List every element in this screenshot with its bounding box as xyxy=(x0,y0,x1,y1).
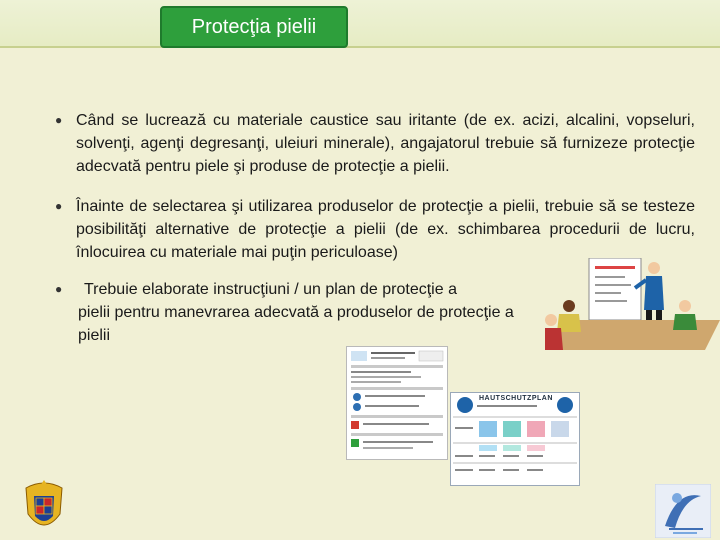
skin-protection-plan-document xyxy=(450,392,580,486)
bullet-dot: ● xyxy=(55,282,63,296)
page-title: Protecţia pielii xyxy=(160,6,348,48)
bullet-item-1 xyxy=(55,109,695,178)
bullet-dot: ● xyxy=(55,113,63,127)
bullet-text-3-line-1: Trebuie elaborate instrucţiuni / un plan de protecţie a xyxy=(84,281,457,298)
presentation-meeting-illustration xyxy=(545,258,720,350)
bullet-text-1: Când se lucrează cu materiale caustice sau iritante (de ex. acizi, alcalini, vopseluri, solvenţi, agenţi degresanţi, uleiuri minerale), angajatorul trebuie să furnizeze protecţie adecvată pentru piele şi produse de protecţie a pielii. xyxy=(76,112,695,175)
romanian-coat-of-arms xyxy=(22,478,66,538)
plan-title: HAUTSCHUTZPLAN xyxy=(479,395,553,402)
bullet-item-3 xyxy=(55,278,515,347)
header-band xyxy=(0,0,720,48)
bullet-text-3-rest: pielii pentru manevrarea adecvată a produselor de protecţie a pielii xyxy=(78,304,514,344)
bullet-dot: ● xyxy=(55,199,63,213)
bullet-text-3 xyxy=(55,278,515,347)
plan-table xyxy=(451,393,579,485)
bullet-text-2: Înainte de selectarea şi utilizarea produselor de protecţie a pielii, trebuie să se testeze posibilităţi alternative de protecţie a pielii (de ex. schimbarea procedurii de lucru, înlocuirea cu materiale mai puţin periculoase) xyxy=(76,198,695,261)
bullet-item-2 xyxy=(55,195,695,264)
organization-logo xyxy=(655,484,711,538)
skin-protection-form-document xyxy=(346,346,448,460)
